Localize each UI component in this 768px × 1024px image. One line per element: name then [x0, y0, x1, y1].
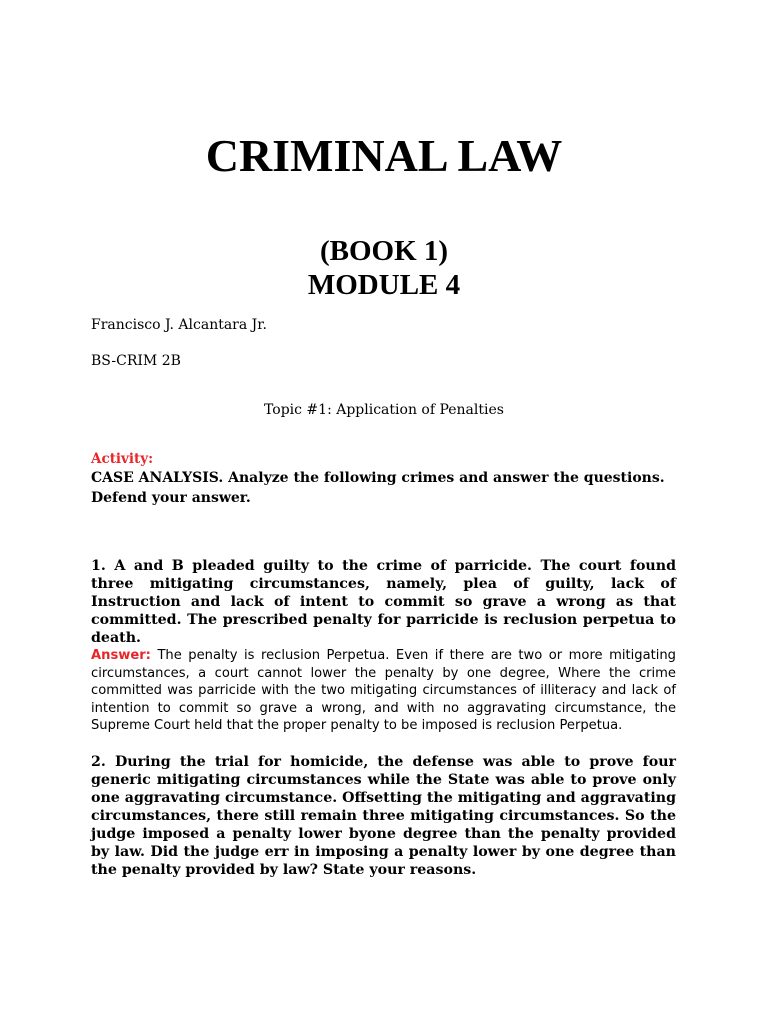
- question-2: 2. During the trial for homicide, the defense was able to prove four generic mitigating circumstances while the State was able to prove only one aggravating circumstance. Offsetting the mitigating and aggravating circumstances, there still remain three mitigating circumstances. So the judge imposed a penalty lower byone degree than the penalty provided by law. Did the judge err in imposing a penalty lower by one degree than the penalty provided by law? State your reasons.: [91, 754, 676, 878]
- document-title: CRIMINAL LAW: [205, 130, 563, 181]
- answer-1: [91, 647, 676, 735]
- class-section: BS-CRIM 2B: [91, 353, 181, 369]
- author-name: Francisco J. Alcantara Jr.: [91, 317, 267, 333]
- module-heading: MODULE 4: [307, 269, 461, 301]
- book-heading: (BOOK 1): [319, 235, 449, 267]
- activity-label: Activity:: [91, 451, 154, 467]
- activity-instructions: CASE ANALYSIS. Analyze the following crimes and answer the questions. Defend your answer.: [91, 470, 665, 506]
- question-1: 1. A and B pleaded guilty to the crime of parricide. The court found three mitigating circumstances, namely, plea of guilty, lack of Instruction and lack of intent to commit so grave a wrong as that committed. The prescribed penalty for parricide is reclusion perpetua to death.: [91, 558, 676, 646]
- answer-label: Answer:: [91, 648, 151, 663]
- topic-heading: Topic #1: Application of Penalties: [264, 402, 504, 418]
- answer-1-text: The penalty is reclusion Perpetua. Even if there are two or more mitigating circumstances, a court cannot lower the penalty by one degree, Where the crime committed was parricide with the two mitigating circumstances of illiteracy and lack of intention to commit so grave a wrong, and with no aggravating circumstance, the Supreme Court held that the proper penalty to be imposed is reclusion Perpetua.: [91, 648, 676, 734]
- activity-block: [91, 451, 691, 508]
